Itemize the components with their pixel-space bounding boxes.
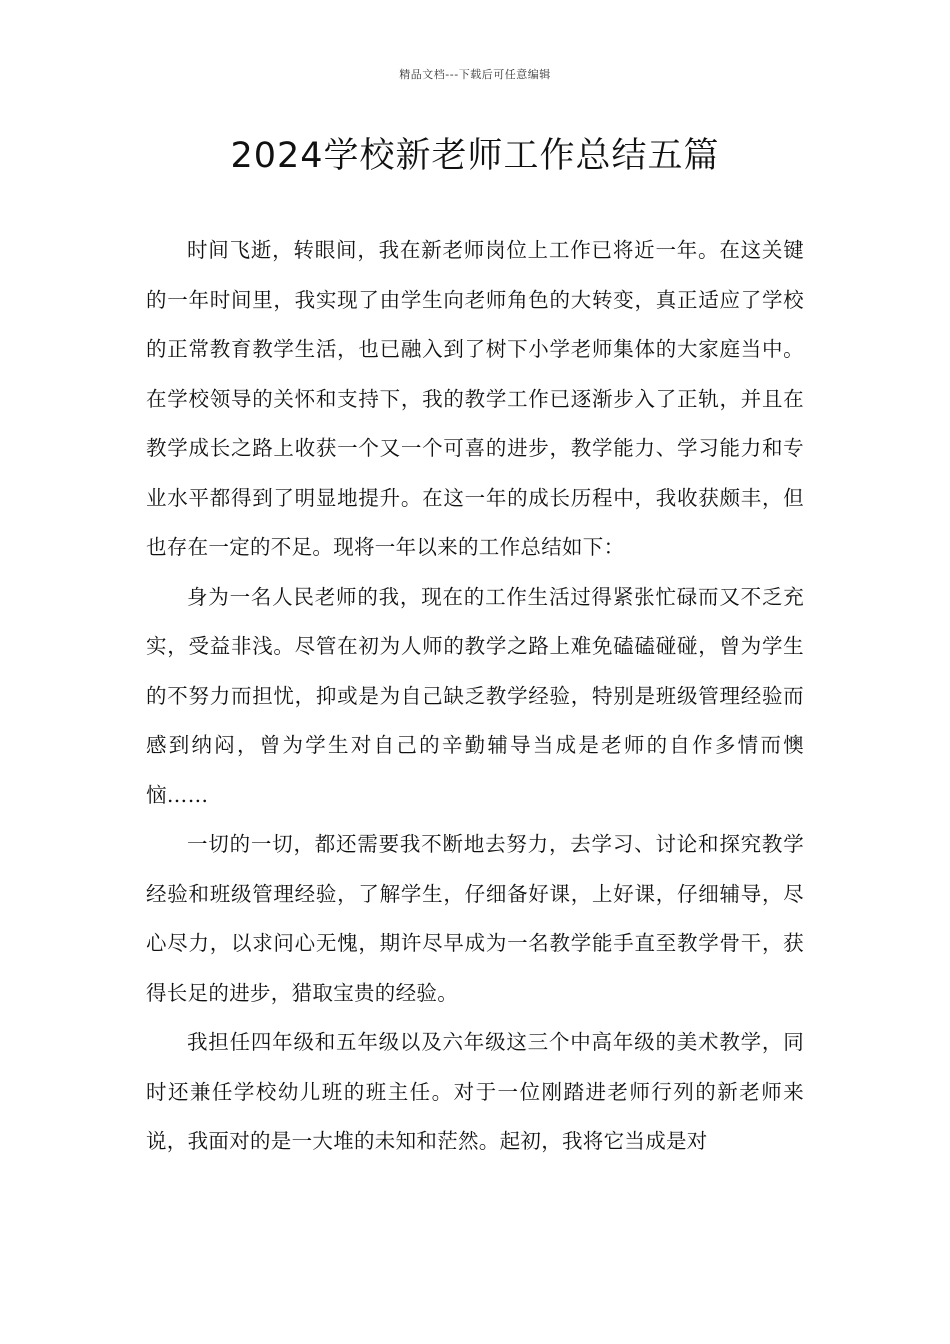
paragraph-4: 我担任四年级和五年级以及六年级这三个中高年级的美术教学，同时还兼任学校幼儿班的班主任。对于一位刚踏进老师行列的新老师来说，我面对的是一大堆的未知和茫然。起初，我将它当成是对 bbox=[146, 1030, 804, 1153]
header-note: 精品文档---下载后可任意编辑 bbox=[399, 68, 551, 81]
paragraph-3: 一切的一切，都还需要我不断地去努力，去学习、讨论和探究教学经验和班级管理经验，了解学生，仔细备好课，上好课，仔细辅导，尽心尽力，以求问心无愧，期许尽早成为一名教学能手直至教学骨干，获得长足的进步，猎取宝贵的经验。 bbox=[146, 832, 804, 1005]
document-title: 2024学校新老师工作总结五篇 bbox=[230, 136, 720, 176]
paragraph-1: 时间飞逝，转眼间，我在新老师岗位上工作已将近一年。在这关键的一年时间里，我实现了由学生向老师角色的大转变，真正适应了学校的正常教育教学生活，也已融入到了树下小学老师集体的大家庭当中。在学校领导的关怀和支持下，我的教学工作已逐渐步入了正轨，并且在教学成长之路上收获一个又一个可喜的进步，教学能力、学习能力和专业水平都得到了明显地提升。在这一年的成长历程中，我收获颇丰，但也存在一定的不足。现将一年以来的工作总结如下： bbox=[146, 238, 804, 559]
document-body bbox=[146, 226, 804, 1167]
paragraph-2: 身为一名人民老师的我，现在的工作生活过得紧张忙碌而又不乏充实，受益非浅。尽管在初为人师的教学之路上难免磕磕碰碰，曾为学生的不努力而担忧，抑或是为自己缺乏教学经验，特别是班级管理经验而感到纳闷，曾为学生对自己的辛勤辅导当成是老师的自作多情而懊恼…… bbox=[146, 584, 804, 807]
